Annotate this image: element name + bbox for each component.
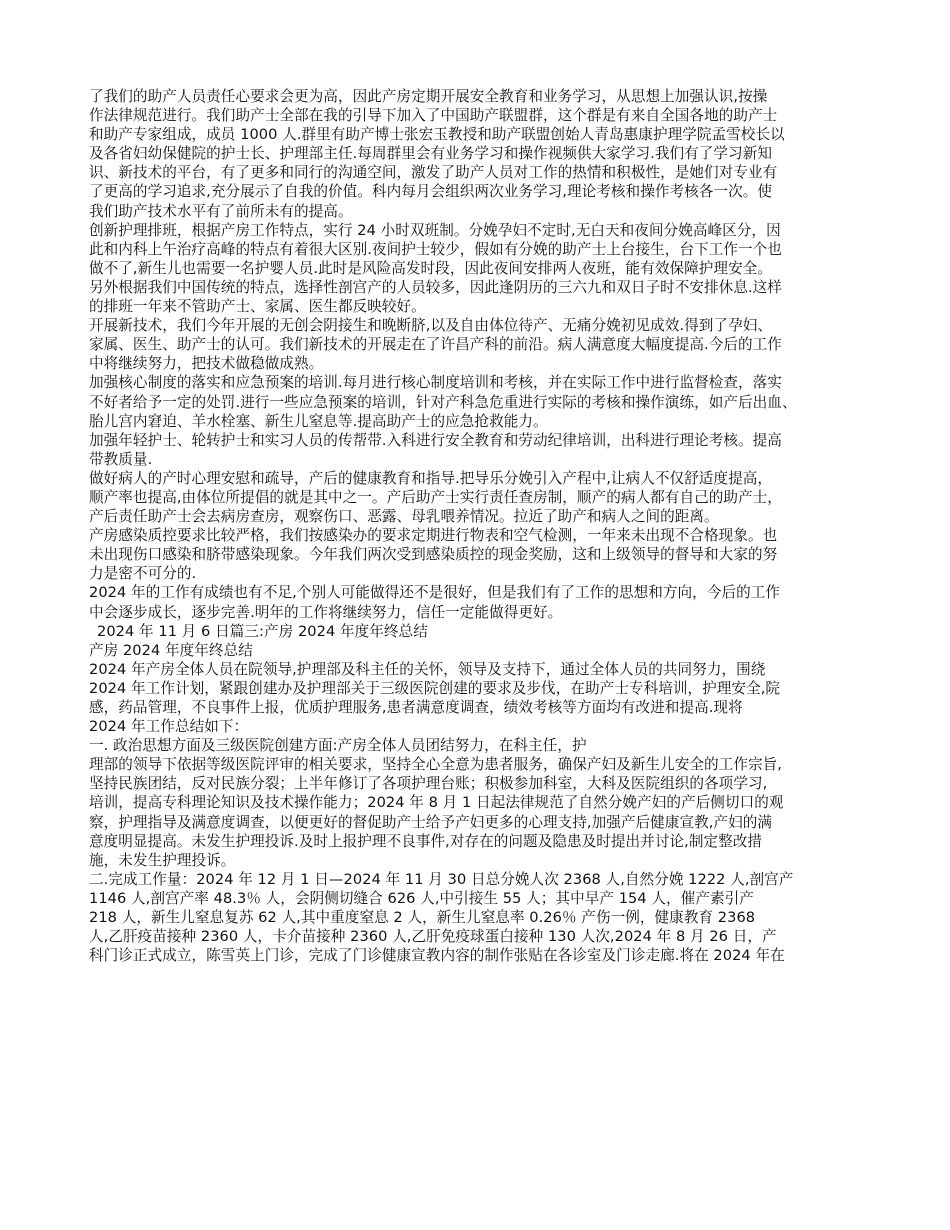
text-line: 产后责任助产士会去病房查房，观察伤口、恶露、母乳喂养情况。拉近了助产和病人之间的距离。 [89,508,719,526]
text-line: 中将继续努力，把技术做稳做成熟。 [89,355,324,373]
text-line: 胎儿宫内窘迫、羊水栓塞、新生儿窒息等.提高助产士的应急抢救能力。 [89,412,548,430]
text-line: 2024 年工作计划，紧跟创建办及护理部关于三级医院创建的要求及步伐，在助产士专科培训，护理安全,院 [89,679,781,697]
text-line: 不好者给予一定的处罚.进行一些应急预案的培训，针对产科急危重进行实际的考核和操作演练，如产后出血、 [89,393,797,411]
text-line: 产房感染质控要求比较严格，我们按感染办的要求定期进行物表和空气检测，一年来未出现不合格现象。也 [89,527,778,545]
text-line: 我们助产技术水平有了前所未有的提高。 [89,202,353,220]
text-line: 做不了,新生儿也需要一名护婴人员.此时是风险高发时段，因此夜间安排两人夜班，能有效保障护理安全。 [89,259,772,277]
text-line: 的排班一年来不管助产士、家属、医生都反映较好。 [89,298,426,316]
text-line: 2024 年产房全体人员在院领导,护理部及科主任的关怀，领导及支持下，通过全体人员的共同努力，围绕 [89,660,766,678]
text-line: 坚持民族团结，反对民族分裂；上半年修订了各项护理台账；积极参加科室，大科及医院组织的各项学习, [89,775,768,793]
section-heading: 2024 年 11 月 6 日篇三:产房 2024 年度年终总结 [97,622,428,640]
text-line: 及各省妇幼保健院的护士长、护理部主任.每周群里会有业务学习和操作视频供大家学习.我们有了学习新知 [89,145,772,163]
document-body [89,87,869,965]
text-line: 二.完成工作量：2024 年 12 月 1 日—2024 年 11 月 30 日总分娩人次 2368 人,自然分娩 1222 人,剖宫产 [89,870,794,888]
text-line: 创新护理排班，根据产房工作特点，实行 24 小时双班制。分娩孕妇不定时,无白天和夜间分娩高峰区分，因 [89,221,781,239]
text-line: 识、新技术的平台，有了更多和同行的沟通空间，激发了助产人员对工作的热情和积极性，是她们对专业有 [89,164,778,182]
text-line: 中会逐步成长，逐步完善.明年的工作将继续努力，信任一定能做得更好。 [89,603,563,621]
text-line: 理部的领导下依据等级医院评审的相关要求，坚持全心全意为患者服务，确保产妇及新生儿安全的工作宗旨, [89,756,782,774]
text-line: 未出现伤口感染和脐带感染现象。今年我们两次受到感染质控的现金奖励，这和上级领导的督导和大家的努 [89,546,778,564]
text-line: 力是密不可分的. [89,565,197,583]
text-line: 2024 年工作总结如下： [89,718,249,736]
text-line: 作法律规范进行。我们助产士全部在我的引导下加入了中国助产联盟群，这个群是有来自全国各地的助产士 [89,107,778,125]
text-line: 2024 年的工作有成绩也有不足,个别人可能做得还不是很好，但是我们有了工作的思想和方向，今后的工作 [89,584,781,602]
text-line: 人,乙肝疫苗接种 2360 人，卡介苗接种 2360 人,乙肝免疫球蛋白接种 130 人次,2024 年 8 月 26 日，产 [89,928,777,946]
text-line: 察，护理指导及满意度调查，以便更好的督促助产士给予产妇更多的心理支持,加强产后健康宣教,产妇的满 [89,813,772,831]
text-line: 培训，提高专科理论知识及技术操作能力；2024 年 8 月 1 日起法律规范了自然分娩产妇的产后侧切口的观 [89,794,784,812]
text-line: 218 人，新生儿窒息复苏 62 人,其中重度窒息 2 人，新生儿窒息率 0.26％ 产伤一例，健康教育 2368 [89,909,756,927]
text-line: 做好病人的产时心理安慰和疏导，产后的健康教育和指导.把导乐分娩引入产程中,让病人不仅舒适度提高， [89,469,772,487]
text-line: 意度明显提高。未发生护理投诉.及时上报护理不良事件,对存在的问题及隐患及时提出并讨论,制定整改措 [89,832,763,850]
text-line: 了更高的学习追求,充分展示了自我的价值。科内每月会组织两次业务学习,理论考核和操作考核各一次。使 [89,183,772,201]
text-line: 科门诊正式成立，陈雪英上门诊，完成了门诊健康宣教内容的制作张贴在各诊室及门诊走廊.将在 2024 年在 [89,947,785,965]
text-line: 此和内科上午治疗高峰的特点有着很大区别.夜间护士较少，假如有分娩的助产士上台接生，台下工作一个也 [89,240,782,258]
document-title: 产房 2024 年度年终总结 [89,641,253,659]
text-line: 家属、医生、助产士的认可。我们新技术的开展走在了许昌产科的前沿。病人满意度大幅度提高.今后的工作 [89,336,782,354]
text-line: 感，药品管理，不良事件上报，优质护理服务,患者满意度调查，绩效考核等方面均有改进和提高.现将 [89,699,743,716]
text-line: 加强年轻护士、轮转护士和实习人员的传帮带.入科进行安全教育和劳动纪律培训，出科进行理论考核。提高 [89,431,782,449]
text-line: 一. 政治思想方面及三级医院创建方面:产房全体人员团结努力，在科主任，护 [89,737,587,755]
text-line: 带教质量. [89,450,153,468]
text-line: 了我们的助产人员责任心要求会更为高，因此产房定期开展安全教育和业务学习，从思想上加强认识,按操 [89,88,768,105]
text-line: 1146 人,剖宫产率 48.3％ 人，会阴侧切缝合 626 人,中引接生 55 人；其中早产 154 人，催产素引产 [89,889,754,907]
text-line: 加强核心制度的落实和应急预案的培训.每月进行核心制度培训和考核，并在实际工作中进行监督检查，落实 [89,374,782,392]
text-line: 顺产率也提高,由体位所提倡的就是其中之一。产后助产士实行责任查房制，顺产的病人都有自己的助产士， [89,488,782,506]
text-line: 另外根据我们中国传统的特点，选择性剖宫产的人员较多，因此逢阴历的三六九和双日子时不安排休息.这样 [89,278,782,296]
text-line: 施，未发生护理投诉。 [89,851,236,869]
text-line: 和助产专家组成，成员 1000 人.群里有助产博士张宏玉教授和助产联盟创始人青岛惠康护理学院孟雪校长以 [89,126,785,144]
text-line: 开展新技术，我们今年开展的无创会阴接生和晚断脐,以及自由体位待产、无痛分娩初见成效.得到了孕妇、 [89,317,772,335]
